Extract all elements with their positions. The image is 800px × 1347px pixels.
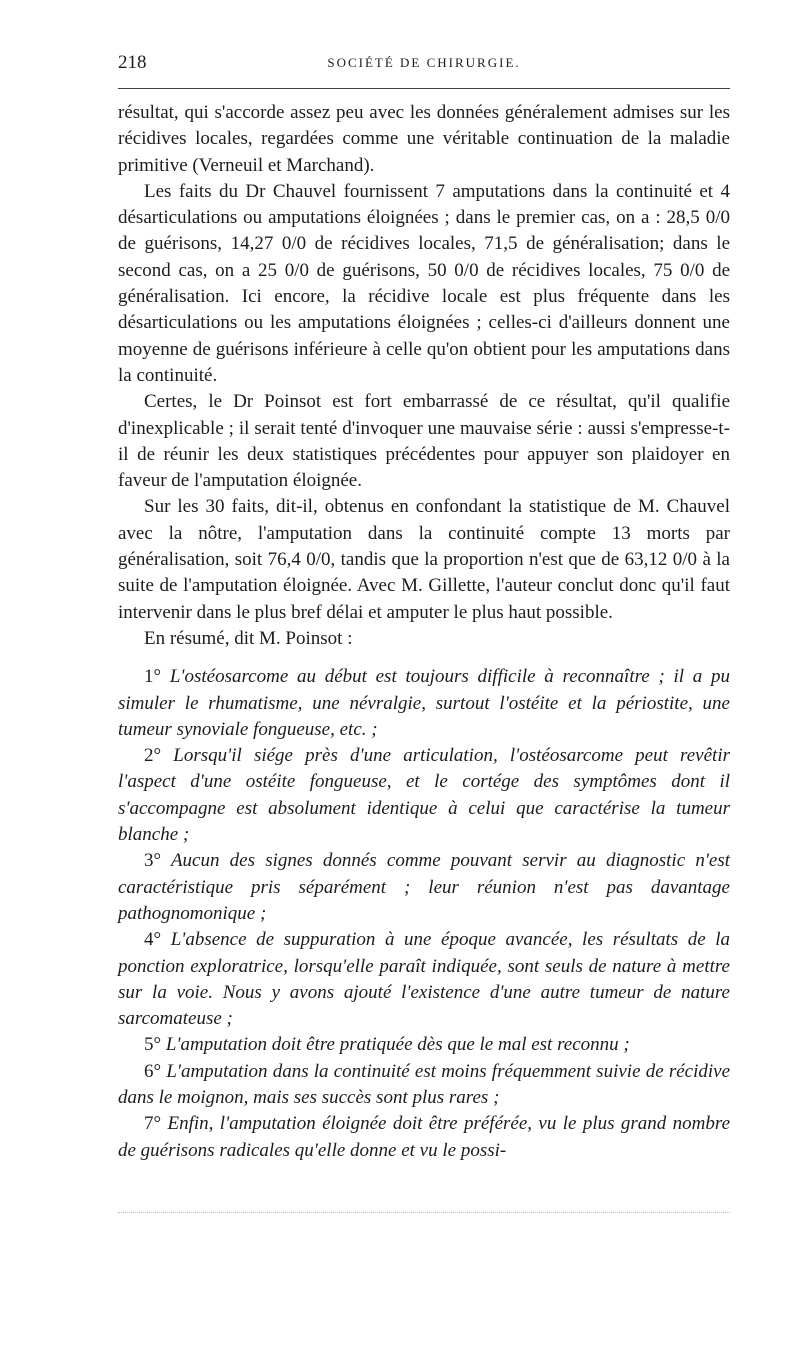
conclusion-item	[118, 848, 730, 927]
conclusion-text: L'amputation doit être pratiquée dès que le mal est reconnu ;	[165, 1034, 630, 1056]
page-number: 218	[118, 52, 147, 73]
conclusion-text: L'amputation dans la continuité est moins fréquemment suivie de récidive dans le moignon, mais ses succès sont plus rares ;	[118, 1060, 730, 1108]
paragraph: Les faits du Dr Chauvel fournissent 7 amputations dans la continuité et 4 désarticulations ou amputations éloignées ; dans le premier cas, on a : 28,5 0/0 de guérisons, 14,27 0/0 de récidives locales, 71,5 de généralisation; dans le second cas, on a 25 0/0 de guérisons, 50 0/0 de récidives locales, 75 0/0 de généralisation. Ici encore, la récidive locale est plus fréquente dans les désarticulations ou les amputations éloignées ; celles-ci d'ailleurs donnent une moyenne de guérisons inférieure à celle qu'on obtient pour les amputations dans la continuité.	[118, 180, 730, 386]
paragraph: En résumé, dit M. Poinsot :	[144, 627, 353, 649]
conclusion-item	[118, 664, 730, 743]
conclusion-item	[118, 743, 730, 848]
conclusion-number: 6°	[144, 1060, 162, 1082]
paragraph: Certes, le Dr Poinsot est fort embarrassé de ce résultat, qu'il qualifie d'inexplicable ; il serait tenté d'invoquer une mauvaise série : aussi s'empresse-t-il de réunir les deux statistiques précédentes pour appuyer son plaidoyer en faveur de l'amputation éloignée.	[118, 391, 730, 492]
header-rule	[118, 88, 730, 89]
conclusion-item	[118, 1111, 730, 1164]
conclusion-item	[118, 927, 730, 1032]
conclusion-number: 2°	[144, 745, 162, 767]
page-header	[118, 52, 730, 76]
conclusion-text: L'ostéosarcome au début est toujours difficile à reconnaître ; il a pu simuler le rhumatisme, une névralgie, surtout l'ostéite et la périostite, une tumeur synoviale fongueuse, etc. ;	[118, 666, 731, 740]
conclusion-number: 3°	[144, 850, 162, 872]
conclusion-text: Enfin, l'amputation éloignée doit être préférée, vu le plus grand nombre de guérisons radicales qu'elle donne et vu le possi-	[118, 1113, 731, 1161]
conclusion-item	[118, 1059, 730, 1112]
conclusions-list	[118, 664, 730, 1164]
conclusion-text: Lorsqu'il siége près d'une articulation, l'ostéosarcome peut revêtir l'aspect d'une ostéite fongueuse, et le cortége des symptômes dont il s'accompagne est absolument identique à celui que caractérise la tumeur blanche ;	[118, 745, 731, 846]
conclusion-number: 5°	[144, 1034, 162, 1056]
conclusion-number: 7°	[144, 1113, 162, 1135]
bottom-rule	[118, 1212, 730, 1213]
paragraph: résultat, qui s'accorde assez peu avec les données généralement admises sur les récidives locales, regardées comme une véritable continuation de la maladie primitive (Verneuil et Marchand).	[118, 102, 730, 176]
conclusion-number: 1°	[144, 666, 162, 688]
paragraph: Sur les 30 faits, dit-il, obtenus en confondant la statistique de M. Chauvel avec la nôtre, l'amputation dans la continuité compte 13 morts par généralisation, soit 76,4 0/0, tandis que la proportion n'est que de 63,12 0/0 à la suite de l'amputation éloignée. Avec M. Gillette, l'auteur conclut donc qu'il faut intervenir dans le plus bref délai et amputer le plus haut possible.	[118, 496, 730, 623]
running-title: SOCIÉTÉ DE CHIRURGIE.	[327, 55, 521, 70]
conclusion-text: L'absence de suppuration à une époque avancée, les résultats de la ponction exploratrice, lorsqu'elle paraît indiquée, sont seuls de nature à mettre sur la voie. Nous y avons ajouté l'existence d'une autre tumeur de nature sarcomateuse ;	[118, 929, 731, 1030]
conclusion-item	[118, 1032, 730, 1058]
body-text	[118, 100, 730, 1164]
conclusion-text: Aucun des signes donnés comme pouvant servir au diagnostic n'est caractéristique pris séparément ; leur réunion n'est pas davantage pathognomonique ;	[118, 850, 730, 924]
conclusion-number: 4°	[144, 929, 162, 951]
